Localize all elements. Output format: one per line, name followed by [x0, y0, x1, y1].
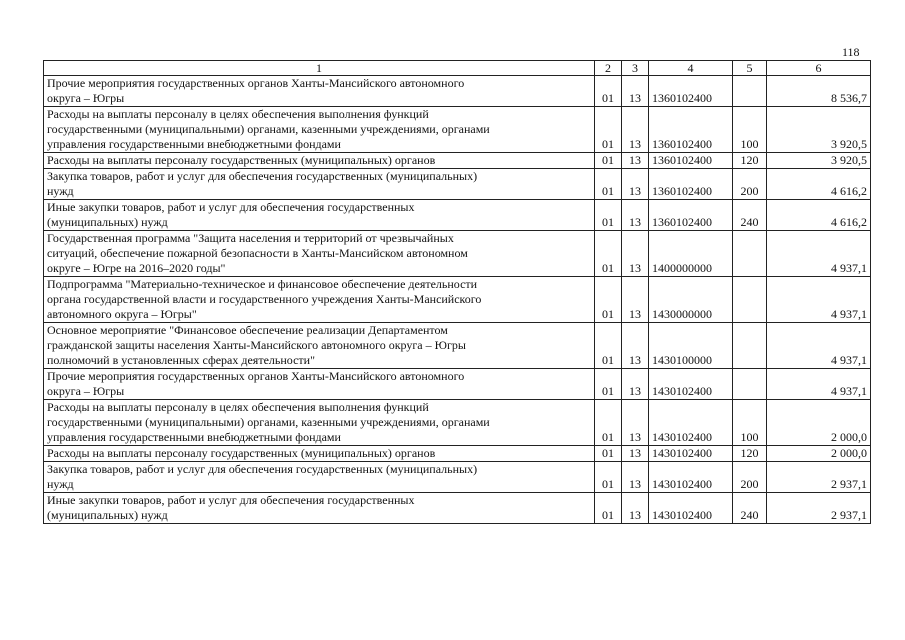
row-section-code: 01: [595, 400, 622, 446]
row-name: [44, 277, 595, 323]
table-row: [44, 462, 871, 493]
row-section-code: 01: [595, 76, 622, 107]
row-name-line: округа – Югры: [47, 91, 125, 105]
row-subsection-code: 13: [622, 493, 649, 524]
table-row: [44, 231, 871, 277]
row-target-article-code: 1430100000: [649, 323, 733, 369]
row-name-line: нужд: [47, 184, 74, 198]
table-row: [44, 200, 871, 231]
row-target-article-code: 1430102400: [649, 400, 733, 446]
row-expense-type-code: [733, 369, 767, 400]
row-expense-type-code: [733, 277, 767, 323]
row-name: [44, 369, 595, 400]
row-subsection-code: 13: [622, 169, 649, 200]
table-row: [44, 400, 871, 446]
row-name-line: органа государственной власти и государственного учреждения Ханты-Мансийского: [47, 292, 482, 306]
row-name-line: Основное мероприятие "Финансовое обеспечение реализации Департаментом: [47, 323, 448, 337]
row-amount: 2 000,0: [767, 400, 871, 446]
row-section-code: 01: [595, 200, 622, 231]
table-row: [44, 323, 871, 369]
row-subsection-code: 13: [622, 323, 649, 369]
row-name: [44, 400, 595, 446]
row-expense-type-code: [733, 76, 767, 107]
row-section-code: 01: [595, 462, 622, 493]
row-expense-type-code: 200: [733, 169, 767, 200]
row-target-article-code: 1400000000: [649, 231, 733, 277]
row-target-article-code: 1430102400: [649, 369, 733, 400]
table-row: [44, 493, 871, 524]
row-name: [44, 107, 595, 153]
row-name-line: Закупка товаров, работ и услуг для обеспечения государственных (муниципальных): [47, 169, 478, 183]
row-name-line: автономного округа – Югры": [47, 307, 197, 321]
row-subsection-code: 13: [622, 277, 649, 323]
row-name-line: Расходы на выплаты персоналу в целях обеспечения выполнения функций: [47, 107, 429, 121]
header-col-3: 3: [622, 61, 649, 76]
table-row: [44, 76, 871, 107]
header-col-5: 5: [733, 61, 767, 76]
row-name-line: управления государственными внебюджетными фондами: [47, 430, 341, 444]
row-section-code: 01: [595, 369, 622, 400]
row-name: [44, 153, 595, 169]
row-amount: 4 937,1: [767, 277, 871, 323]
row-name-line: государственными (муниципальными) органами, казенными учреждениями, органами: [47, 122, 490, 136]
row-subsection-code: 13: [622, 462, 649, 493]
row-name-line: ситуаций, обеспечение пожарной безопасности в Ханты-Мансийском автономном: [47, 246, 468, 260]
row-expense-type-code: 240: [733, 200, 767, 231]
budget-table: [43, 60, 871, 524]
row-section-code: 01: [595, 107, 622, 153]
row-amount: 2 937,1: [767, 493, 871, 524]
row-section-code: 01: [595, 446, 622, 462]
header-col-4: 4: [649, 61, 733, 76]
row-name-line: Государственная программа "Защита населения и территорий от чрезвычайных: [47, 231, 454, 245]
row-target-article-code: 1360102400: [649, 200, 733, 231]
row-amount: 4 937,1: [767, 323, 871, 369]
row-expense-type-code: 240: [733, 493, 767, 524]
row-name-line: Расходы на выплаты персоналу государственных (муниципальных) органов: [47, 153, 436, 167]
row-amount: 4 937,1: [767, 231, 871, 277]
table-row: [44, 153, 871, 169]
row-expense-type-code: 200: [733, 462, 767, 493]
row-expense-type-code: [733, 323, 767, 369]
row-amount: 4 616,2: [767, 200, 871, 231]
row-target-article-code: 1360102400: [649, 107, 733, 153]
row-section-code: 01: [595, 169, 622, 200]
row-section-code: 01: [595, 153, 622, 169]
table-body: [44, 76, 871, 524]
header-col-2: 2: [595, 61, 622, 76]
row-section-code: 01: [595, 323, 622, 369]
row-amount: 3 920,5: [767, 153, 871, 169]
row-subsection-code: 13: [622, 369, 649, 400]
row-name-line: Закупка товаров, работ и услуг для обеспечения государственных (муниципальных): [47, 462, 478, 476]
row-subsection-code: 13: [622, 446, 649, 462]
table-row: [44, 446, 871, 462]
table-row: [44, 169, 871, 200]
row-amount: 4 616,2: [767, 169, 871, 200]
row-name-line: управления государственными внебюджетными фондами: [47, 137, 341, 151]
row-name-line: гражданской защиты населения Ханты-Мансийского автономного округа – Югры: [47, 338, 466, 352]
row-name: [44, 200, 595, 231]
row-section-code: 01: [595, 277, 622, 323]
row-name: [44, 446, 595, 462]
row-target-article-code: 1430000000: [649, 277, 733, 323]
row-name: [44, 462, 595, 493]
row-expense-type-code: 100: [733, 400, 767, 446]
row-expense-type-code: [733, 231, 767, 277]
row-subsection-code: 13: [622, 200, 649, 231]
row-amount: 2 937,1: [767, 462, 871, 493]
row-name-line: государственными (муниципальными) органами, казенными учреждениями, органами: [47, 415, 490, 429]
row-name-line: Прочие мероприятия государственных органов Ханты-Мансийского автономного: [47, 369, 465, 383]
row-name-line: Расходы на выплаты персоналу государственных (муниципальных) органов: [47, 446, 436, 460]
row-target-article-code: 1360102400: [649, 153, 733, 169]
row-target-article-code: 1430102400: [649, 493, 733, 524]
row-name: [44, 231, 595, 277]
row-amount: 2 000,0: [767, 446, 871, 462]
row-name-line: (муниципальных) нужд: [47, 508, 168, 522]
row-name-line: округа – Югры: [47, 384, 125, 398]
header-row: [44, 61, 871, 76]
row-amount: 8 536,7: [767, 76, 871, 107]
row-subsection-code: 13: [622, 76, 649, 107]
row-name-line: Иные закупки товаров, работ и услуг для обеспечения государственных: [47, 200, 415, 214]
row-name-line: Прочие мероприятия государственных органов Ханты-Мансийского автономного: [47, 76, 465, 90]
row-subsection-code: 13: [622, 231, 649, 277]
row-subsection-code: 13: [622, 107, 649, 153]
row-expense-type-code: 100: [733, 107, 767, 153]
row-name-line: нужд: [47, 477, 74, 491]
row-name: [44, 493, 595, 524]
row-subsection-code: 13: [622, 153, 649, 169]
row-name-line: полномочий в установленных сферах деятельности": [47, 353, 315, 367]
row-name: [44, 76, 595, 107]
row-name-line: Расходы на выплаты персоналу в целях обеспечения выполнения функций: [47, 400, 429, 414]
row-section-code: 01: [595, 493, 622, 524]
row-amount: 3 920,5: [767, 107, 871, 153]
row-target-article-code: 1430102400: [649, 446, 733, 462]
page-number: 118: [842, 45, 860, 59]
row-name-line: Иные закупки товаров, работ и услуг для обеспечения государственных: [47, 493, 415, 507]
row-name-line: (муниципальных) нужд: [47, 215, 168, 229]
row-target-article-code: 1360102400: [649, 76, 733, 107]
table-row: [44, 277, 871, 323]
row-name: [44, 323, 595, 369]
row-expense-type-code: 120: [733, 446, 767, 462]
row-target-article-code: 1430102400: [649, 462, 733, 493]
row-subsection-code: 13: [622, 400, 649, 446]
row-name-line: округе – Югре на 2016–2020 годы": [47, 261, 226, 275]
table-row: [44, 369, 871, 400]
header-col-6: 6: [767, 61, 871, 76]
row-name-line: Подпрограмма "Материально-техническое и финансовое обеспечение деятельности: [47, 277, 478, 291]
row-expense-type-code: 120: [733, 153, 767, 169]
row-section-code: 01: [595, 231, 622, 277]
row-target-article-code: 1360102400: [649, 169, 733, 200]
row-amount: 4 937,1: [767, 369, 871, 400]
table-row: [44, 107, 871, 153]
header-col-1: 1: [44, 61, 595, 76]
row-name: [44, 169, 595, 200]
